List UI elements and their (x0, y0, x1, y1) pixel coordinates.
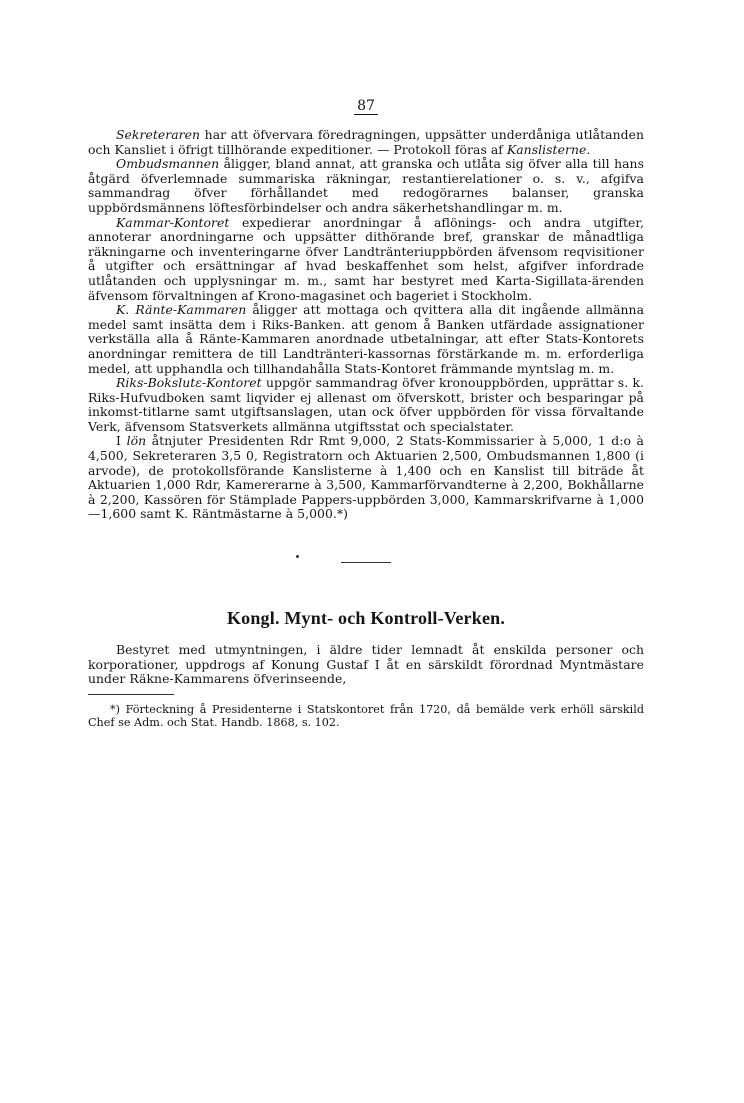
divider-dot (296, 555, 299, 558)
paragraph-text: I (116, 433, 127, 449)
document-page (88, 98, 644, 730)
divider-rule (341, 562, 391, 563)
paragraph-text: expedierar anordningar å aflönings- och andra utgifter, annoterar anordningarne och uppsätter dithörande bref, granskar de månadtliga räkningarne och inventeringarne öfver Landtränteriuppbörden äfvensom reqvisitioner å utgifter och ersättningar af hvad beskaffenhet som helst, afgifver infordrade utlåtanden och upplysningar m. m., samt har bestyret med Karta-Sigillata-ärenden äfvensom förvaltningen af Krono-magasinet och bageriet i Stockholm. (88, 214, 644, 303)
paragraph-rante-kammaren (88, 303, 644, 376)
page-number (88, 98, 644, 116)
paragraph-lead: Riks-Bokslutɛ-Kontoret (116, 375, 262, 391)
paragraph-lead: Kammar-Kontoret (116, 214, 230, 230)
paragraph-tail: åtnjuter Presidenten Rdr Rmt 9,000, 2 Stats-Kommissarier à 5,000, 1 d:o à 4,500, Sekreteraren 3,5 0, Registratorn och Aktuarien 2,500, Ombudsmannen 1,800 (i arvode), de protokollsförande Kanslisterne à 1,400 och en Kanslist till biträde åt Aktuarien 1,000 Rdr, Kamererarne à 3,500, Kammarförvandterne à 2,200, Bokhållarne à 2,200, Kassören för Stämplade Pappers-uppbörden 3,000, Kammarskrifvarne à 1,000—1,600 samt K. Räntmästarne à 5,000.*) (88, 433, 644, 522)
paragraph-riks-boksluts-kontoret (88, 376, 644, 434)
paragraph-text: åligger att mottaga och qvittera alla dit ingående allmänna medel samt insätta dem i Riks-Banken. att genom å Banken utfärdade assignationer verkställa alla å Ränte-Kammaren anordnade utbetalningar, att efter Stats-Kontorets anordningar remittera de till Landtränteri-kassornas förstärkande m. m. erforderliga medel, att upphandla och tillhandahålla Stats-Kontoret främmande myntslag m. m. (88, 302, 645, 376)
section-heading: Kongl. Mynt- och Kontroll-Verken. (226, 608, 506, 629)
section-paragraph: Bestyret med utmyntningen, i äldre tider lemnadt åt enskilda personer och korporationer, uppdrogs af Konung Gustaf I åt en särskildt förordnad Myntmästare under Räkne-Kammarens öfverinseende, (88, 642, 644, 687)
paragraph-lead: K. Ränte-Kammaren (116, 302, 247, 318)
page-number-text: 87 (354, 99, 378, 115)
paragraph-emphasis: lön (126, 433, 147, 449)
paragraph-text: åligger, bland annat, att granska och utlåta sig öfver alla till hans åtgärd öfverlemnade summariska räkningar, restantierelationer o. s. v., afgifva sammandrag öfver förhållandet med redogörarnes balanser, granska uppbördsmännens löftesförbindelser och andra säkerhetshandlingar m. m. (88, 156, 644, 215)
paragraph-lead: Sekreteraren (116, 127, 201, 142)
section-divider (88, 552, 644, 562)
paragraph-text: uppgör sammandrag öfver kronouppbörden, upprättar s. k. Riks-Hufvudboken samt liqvider ej allenast om öfverskott, brister och besparingar på inkomst-titlarne samt utgiftsanslagen, utan ock öfver uppbörden för vissa förvaltande Verk, äfvensom Statsverkets allmänna utgiftsstat och specialstater. (88, 375, 644, 434)
paragraph-emphasis: Kanslisterne. (506, 141, 591, 157)
footnote: *) Förteckning å Presidenterne i Statskontoret från 1720, då bemälde verk erhöll särskild Chef se Adm. och Stat. Handb. 1868, s. 102. (88, 702, 644, 730)
paragraph-sekreteraren (88, 128, 644, 157)
footnote-divider (88, 694, 174, 695)
paragraph-text: har att öfvervara föredragningen, uppsätter underdåniga utlåtanden och Kansliet i öfrigt tillhörande expeditioner. — Protokoll föras af (88, 127, 644, 157)
paragraph-kammar-kontoret (88, 216, 644, 304)
paragraph-lead: Ombudsmannen (116, 156, 220, 172)
paragraph-lon (88, 434, 644, 522)
paragraph-ombudsmannen (88, 157, 644, 215)
